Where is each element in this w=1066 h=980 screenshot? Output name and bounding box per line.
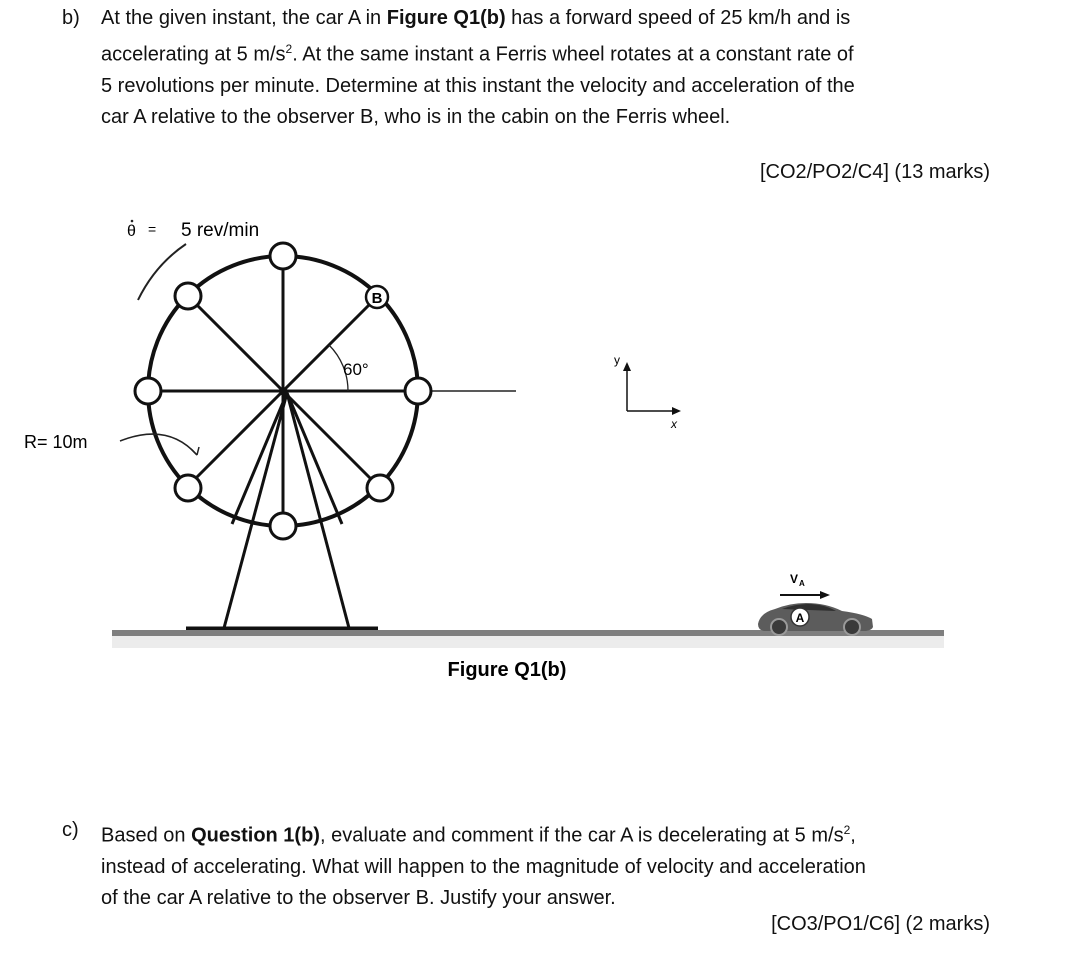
velocity-label: V	[790, 572, 799, 586]
velocity-subscript: A	[799, 579, 805, 588]
question-c-line-3: of the car A relative to the observer B. Justify your answer.	[101, 886, 616, 909]
x-axis-arrowhead	[672, 407, 681, 415]
radius-label: R= 10m	[24, 432, 88, 452]
figure-reference: Figure Q1(b)	[386, 7, 506, 29]
y-axis-arrowhead	[623, 362, 631, 371]
support-leg-left	[224, 393, 287, 628]
theta-dot-symbol: θ	[127, 223, 136, 240]
theta-equals: =	[148, 221, 157, 237]
car-wheel-rear	[771, 619, 787, 635]
question-c-line-2: instead of accelerating. What will happen to the magnitude of velocity and acceleration	[101, 855, 866, 878]
question-b-line-3: 5 revolutions per minute. Determine at this instant the velocity and acceleration of the	[101, 74, 855, 97]
velocity-arrowhead	[820, 591, 830, 599]
question-c-text	[101, 815, 1011, 914]
car-label: A	[795, 611, 805, 625]
car-a	[758, 603, 873, 635]
question-b-line-4: car A relative to the observer B, who is in the cabin on the Ferris wheel.	[101, 105, 731, 128]
support-leg-right	[287, 393, 349, 628]
angle-label: 60°	[343, 360, 369, 379]
x-axis-label: x	[671, 417, 677, 431]
ground-shadow	[112, 636, 944, 648]
cabin-b-label: B	[371, 290, 383, 307]
question-c-label: c)	[62, 819, 79, 841]
figure-caption: Figure Q1(b)	[447, 659, 567, 681]
radius-leader-arrowhead	[191, 447, 199, 455]
question-c-line-1: Based on Question 1(b), evaluate and comment if the car A is decelerating at 5 $m/s^2$,	[101, 823, 856, 847]
question-b-label: b)	[62, 7, 80, 29]
car-wheel-front	[844, 619, 860, 635]
y-axis-label: y	[614, 353, 620, 367]
question-b-marks: [CO2/PO2/C4] (13 marks)	[759, 161, 990, 183]
figure-q1b	[0, 205, 1066, 695]
question-b-text	[101, 3, 1001, 133]
wheel-hub	[280, 388, 288, 396]
question-reference: Question 1(b)	[191, 824, 320, 847]
question-b-line-1: At the given instant, the car A in Figure Q1(b) has a forward speed of 25 km/h and is	[101, 7, 851, 29]
question-c-marks: [CO3/PO1/C6] (2 marks)	[771, 913, 990, 935]
theta-dot	[131, 220, 134, 223]
question-b-line-2: accelerating at 5 $m/s^2$. At the same instant a Ferris wheel rotates at a constant rate of	[101, 42, 854, 66]
rotation-rate-label: 5 rev/min	[181, 220, 260, 241]
